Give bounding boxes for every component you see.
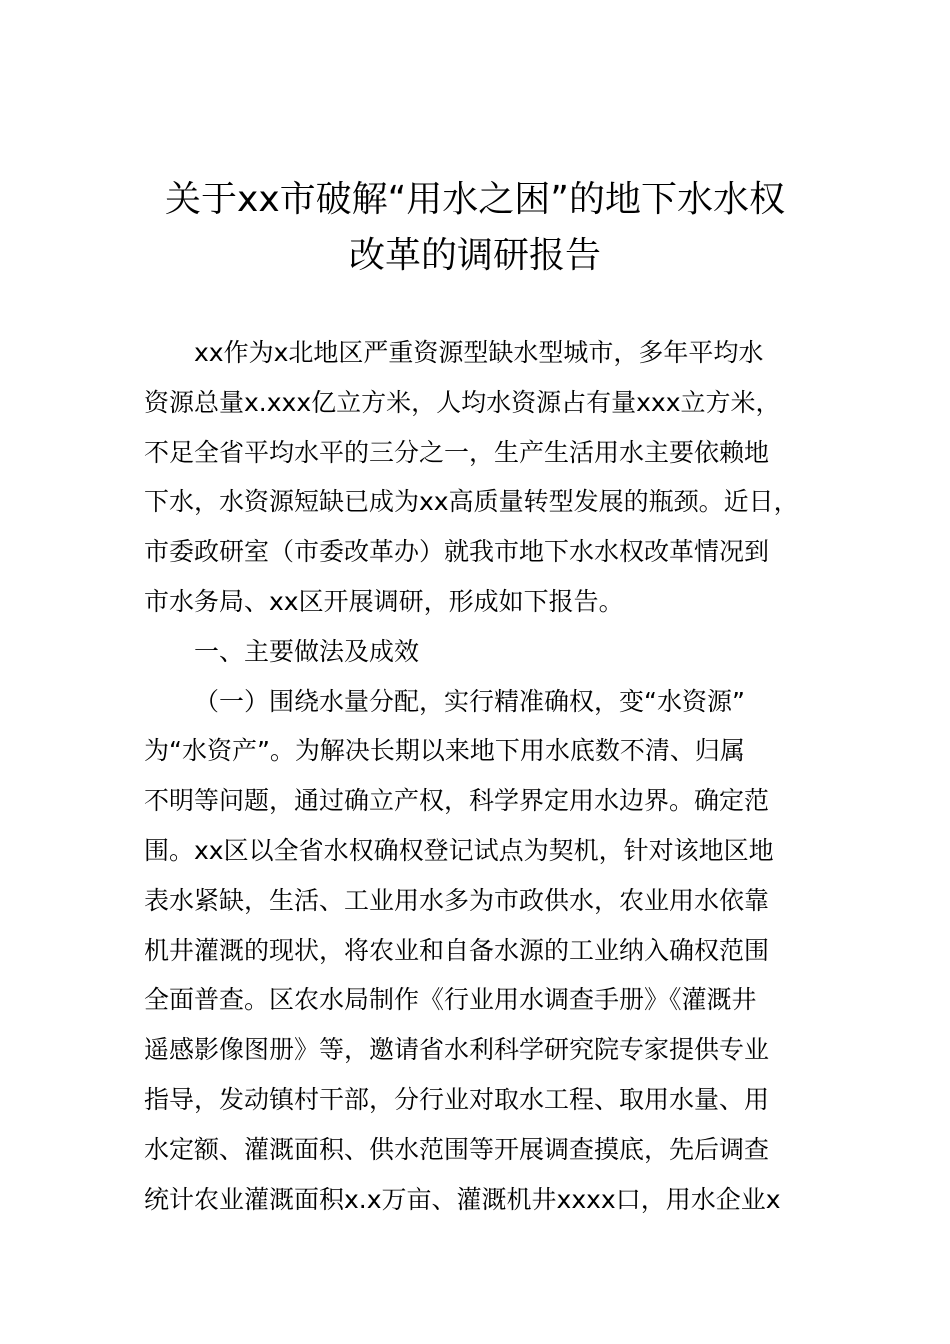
body-line: 水定额、灌溉面积、供水范围等开展调查摸底，先后调查 <box>144 1134 770 1164</box>
body-line: 市水务局、xx区开展调研，形成如下报告。 <box>144 586 624 616</box>
body-line: 表水紧缺，生活、工业用水多为市政供水，农业用水依靠 <box>144 885 770 915</box>
title-line-1: 关于xx市破解“用水之困”的地下水水权 <box>165 179 785 220</box>
body-line: 市委政研室（市委改革办）就我市地下水水权改革情况到 <box>144 537 770 567</box>
body-line: 为“水资产”。为解决长期以来地下用水底数不清、归属 <box>144 736 745 766</box>
body-line: 遥感影像图册》等，邀请省水利科学研究院专家提供专业 <box>144 1035 770 1065</box>
title-line-2: 改革的调研报告 <box>348 235 601 276</box>
body-line: 统计农业灌溉面积x.x万亩、灌溉机井xxxx口，用水企业x <box>144 1184 781 1214</box>
section-heading: 一、主要做法及成效 <box>194 636 420 666</box>
document-body <box>144 328 812 1224</box>
body-line: 下水，水资源短缺已成为xx高质量转型发展的瓶颈。近日， <box>144 487 799 517</box>
body-line: （一）围绕水量分配，实行精准确权，变“水资源” <box>194 686 745 716</box>
body-line: 围。xx区以全省水权确权登记试点为契机，针对该地区地 <box>144 835 774 865</box>
body-line: 指导，发动镇村干部，分行业对取水工程、取用水量、用 <box>144 1084 770 1114</box>
body-line: 不足全省平均水平的三分之一，生产生活用水主要依赖地 <box>144 437 770 467</box>
body-line: 全面普查。区农水局制作《行业用水调查手册》《灌溉井 <box>144 985 757 1015</box>
body-line: 资源总量x.xxx亿立方米，人均水资源占有量xxx立方米， <box>144 387 781 417</box>
body-line: xx作为x北地区严重资源型缺水型城市，多年平均水 <box>194 338 764 367</box>
body-line: 不明等问题，通过确立产权，科学界定用水边界。确定范 <box>144 786 770 816</box>
document-title <box>100 172 850 284</box>
body-line: 机井灌溉的现状，将农业和自备水源的工业纳入确权范围 <box>144 935 770 965</box>
